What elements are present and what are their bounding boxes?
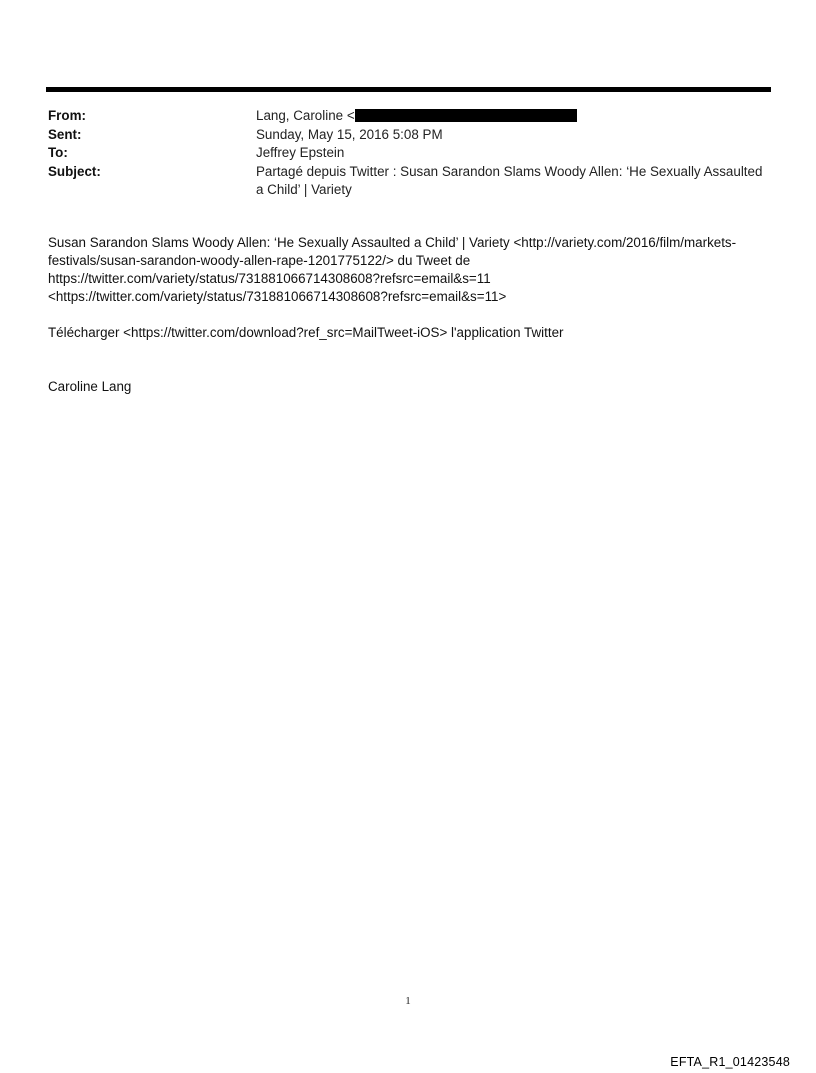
signature: Caroline Lang <box>48 379 132 394</box>
body-line: <https://twitter.com/variety/status/731881066714308608?refsrc=email&s=11> <box>48 289 507 304</box>
email-header <box>48 107 770 200</box>
redaction-block <box>355 109 577 122</box>
body-line: festivals/susan-sarandon-woody-allen-rape-1201775122/> du Tweet de <box>48 253 471 268</box>
from-label: From: <box>48 108 86 123</box>
page-number: 1 <box>405 995 411 1007</box>
sent-value: Sunday, May 15, 2016 5:08 PM <box>256 126 443 142</box>
subject-label: Subject: <box>48 163 101 179</box>
email-body <box>48 234 770 396</box>
paragraph-gap <box>48 342 770 378</box>
header-rule <box>46 87 771 92</box>
subject-value: Partagé depuis Twitter : Susan Sarandon Slams Woody Allen: ‘He Sexually Assaulted a Child’ | Variety <box>256 163 763 197</box>
body-line: Susan Sarandon Slams Woody Allen: ‘He Sexually Assaulted a Child’ | Variety <http://variety.com/2016/film/markets- <box>48 235 737 250</box>
sent-row <box>48 126 770 145</box>
paragraph-gap <box>48 306 770 324</box>
to-label: To: <box>48 145 68 160</box>
from-value <box>256 107 770 126</box>
subject-row <box>48 163 770 200</box>
to-value: Jeffrey Epstein <box>256 145 345 160</box>
from-row <box>48 107 770 126</box>
sent-label: Sent: <box>48 126 82 142</box>
download-line: Télécharger <https://twitter.com/download?ref_src=MailTweet-iOS> l'application Twitter <box>48 325 564 340</box>
body-line: https://twitter.com/variety/status/731881066714308608?refsrc=email&s=11 <box>48 271 491 286</box>
from-text: Lang, Caroline < <box>256 108 355 123</box>
document-id: EFTA_R1_01423548 <box>670 1055 790 1069</box>
to-row <box>48 144 770 163</box>
